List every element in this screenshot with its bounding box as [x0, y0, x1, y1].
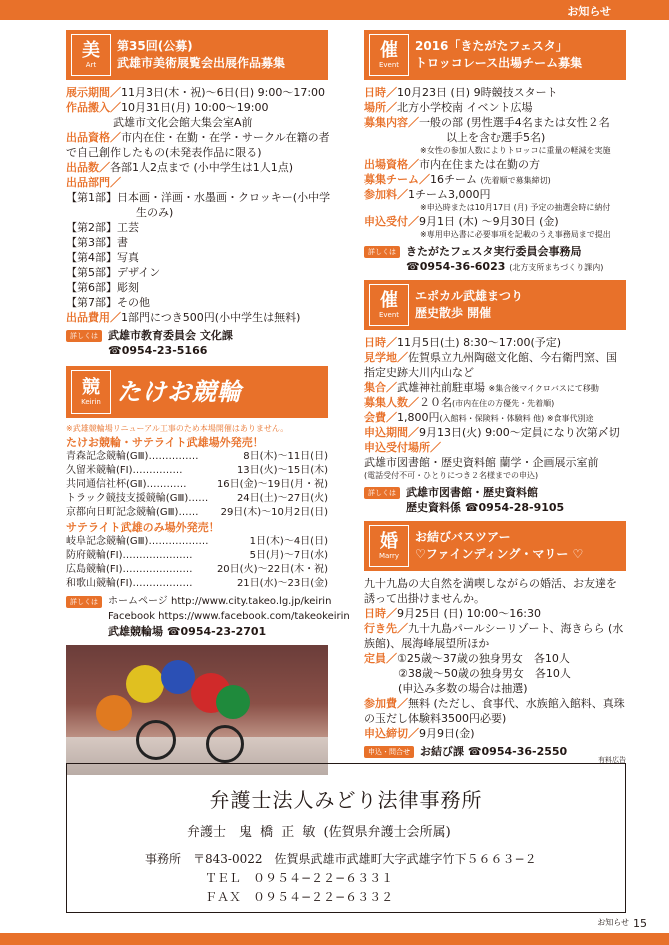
art-detail-tel[interactable]: ☎0954-23-5166 [108, 344, 208, 357]
history-detail-org: 武雄市図書館・歴史資料館 [406, 486, 538, 499]
art-qual-key: 出品資格／ [66, 131, 121, 144]
art-carry-value: 10月31日(月) 10:00〜19:00 [121, 101, 269, 114]
festa-fee-note: ※申込時または10月17日 (月) 予定の抽選会時に納付 [420, 203, 611, 212]
keirin-tag [71, 370, 111, 414]
history-tag-kanji: 催 [380, 289, 398, 311]
art-header [66, 30, 328, 80]
race-row: 久留米競輪(FⅠ)…………… 13日(火)〜15日(木) [66, 465, 328, 476]
festa-qual-value: 市内在住または在勤の方 [419, 158, 540, 171]
marry-intro-1: 九十九島の大自然を満喫しながらの婚活、お友達を [364, 577, 617, 590]
history-period-key: 申込期間／ [364, 426, 419, 439]
art-dept-item: 【第3部】書 [66, 236, 128, 249]
history-detail [364, 485, 626, 515]
marry-detail-badge: 申込・問合せ [364, 746, 414, 758]
festa-team-note: (先着順で募集締切) [480, 176, 551, 185]
top-banner [0, 0, 669, 20]
festa-header [364, 30, 626, 80]
festa-title-2: トロッコレース出場チーム募集 [415, 56, 583, 70]
marry-cap-value: ①25歳〜37歳の独身男女 各10人 [397, 652, 570, 665]
marry-fee-value-2: の玉だし体験料3500円必要) [364, 712, 507, 725]
festa-apply-key: 申込受付／ [364, 215, 419, 228]
section-label: お知らせ [567, 5, 611, 18]
art-dept-item: 【第6部】彫刻 [66, 281, 139, 294]
history-meet-key: 集合／ [364, 381, 397, 394]
marry-date-key: 日時／ [364, 607, 397, 620]
ad-address: 〒843-0022 佐賀県武雄市武雄町大字武雄字竹下５６６３−２ [193, 852, 537, 866]
art-count-key: 出品数／ [66, 161, 110, 174]
festa-detail-tel-note: (北方支所まちづくり課内) [509, 263, 604, 272]
history-num-value: ２０名 [419, 396, 452, 409]
marry-dest-key: 行き先／ [364, 622, 408, 635]
keirin-homepage-link[interactable]: ホームページ http://www.city.takeo.lg.jp/keirin [108, 596, 332, 607]
marry-cap-key: 定員／ [364, 652, 397, 665]
history-date-key: 日時／ [364, 336, 397, 349]
festa-apply-value: 9月1日 (木) 〜9月30日 (金) [419, 215, 559, 228]
ad-note: 有料広告 [598, 756, 626, 764]
festa-title-1: 2016「きたがたフェスタ」 [415, 38, 568, 53]
history-place-note: (電話受付不可・ひとりにつき２名様までの申込) [364, 471, 539, 480]
history-visit-key: 見学地／ [364, 351, 408, 364]
marry-tag-kanji: 婚 [380, 530, 398, 552]
race-row: 和歌山競輪(FⅠ)……………… 21日(水)〜23日(金) [66, 578, 328, 589]
race-row: 防府競輪(FⅠ)………………… 5日(月)〜7日(水) [66, 550, 328, 561]
marry-dest-value-2: 族館)、展海峰展望所ほか [364, 637, 490, 650]
keirin-race-photo [66, 645, 328, 775]
art-tag-kanji: 美 [82, 39, 100, 61]
festa-date-value: 10月23日 (日) 9時競技スタート [397, 86, 558, 99]
keirin-sub-1: たけお競輪・サテライト武雄場外発売！ [66, 436, 264, 449]
art-dept-item: 生のみ) [136, 206, 174, 219]
history-fee-note: (入館料・保険料・体験料 他) ※食事代別途 [439, 414, 594, 423]
history-meet-value: 武雄神社前駐車場 [397, 381, 485, 394]
festa-tag-kanji: 催 [380, 39, 398, 61]
history-visit-value: 佐賀県立九州陶磁文化館、今右衛門窯、国 [408, 351, 617, 364]
history-tag-eng: Event [378, 310, 400, 319]
ad-lawyer: 弁護士 鬼 橋 正 敏 (佐賀県弁護士会所属) [187, 825, 451, 840]
ad-title: 弁護士法人みどり法律事務所 [209, 788, 483, 812]
marry-title-2: ♡ファインディング・マリー ♡ [415, 547, 584, 561]
race-row: 広島競輪(FⅠ)………………… 20日(火)〜22日(木・祝) [66, 564, 328, 575]
festa-fee-value: 1チーム3,000円 [408, 188, 491, 201]
festa-team-key: 募集チーム／ [364, 173, 430, 186]
art-qual-value: 市内在住・在勤・在学・サークル在籍の者 [121, 131, 330, 144]
marry-detail-org[interactable]: お結び課 ☎0954-36-2550 [420, 745, 568, 758]
festa-req-key: 募集内容／ [364, 116, 419, 129]
art-dept-item: 【第7部】その他 [66, 296, 150, 309]
history-num-key: 募集人数／ [364, 396, 419, 409]
marry-intro-2: 誘って出掛けませんか。 [364, 592, 485, 605]
keirin-detail [66, 594, 350, 639]
history-period-value: 9月13日(火) 9:00〜定員になり次第〆切 [419, 426, 620, 439]
art-carry-key: 作品搬入／ [66, 101, 121, 114]
race-row: トラック競技支援競輪(GⅢ)…… 24日(土)〜27日(火) [66, 493, 328, 504]
art-dept-key: 出品部門／ [66, 176, 121, 189]
marry-deadline-key: 申込締切／ [364, 727, 419, 740]
keirin-tag-eng: Keirin [81, 397, 101, 406]
law-office-ad [66, 763, 626, 913]
marry-tag [369, 525, 409, 567]
race-row: 青森記念競輪(GⅢ)…………… 8日(木)〜11日(日) [66, 451, 328, 462]
marry-cap-value-2: ②38歳〜50歳の独身男女 各10人 [398, 667, 571, 680]
festa-detail-org: きたがたフェスタ実行委員会事務局 [406, 245, 582, 258]
race-row: 共同通信社杯(GⅡ)………… 16日(金)〜19日(月・祝) [66, 479, 328, 490]
bottom-banner [0, 933, 669, 945]
festa-date-key: 日時／ [364, 86, 397, 99]
art-dept-item: 【第2部】工芸 [66, 221, 139, 234]
history-visit-value-2: 指定史跡大川内山など [364, 366, 474, 379]
history-fee-key: 会費／ [364, 411, 397, 424]
keirin-race-list-1 [66, 450, 328, 520]
race-row: 京都向日町記念競輪(GⅢ)…… 29日(木)〜10月2日(日) [66, 507, 328, 518]
history-title-1: エポカル武雄まつり [415, 288, 524, 303]
ad-tel: ＴＥＬ ０９５４−２２−６３３１ [205, 871, 394, 885]
festa-apply-note: ※専用申込書に必要事項を記載のうえ事務局まで提出 [420, 230, 611, 239]
art-detail-badge: 詳しくは [66, 330, 102, 342]
art-qual-value-2: で自己創作したもの(未発表作品に限る) [66, 146, 262, 159]
keirin-race-list-2 [66, 535, 328, 591]
art-period-value: 11月3日(木・祝)〜6日(日) 9:00〜17:00 [121, 86, 326, 99]
marry-header [364, 521, 626, 571]
keirin-title: たけお競輪 [117, 377, 242, 406]
marry-date-value: 9月25日 (日) 10:00〜16:30 [397, 607, 541, 620]
art-dept-item: 【第5部】デザイン [66, 266, 161, 279]
marry-detail [364, 744, 626, 759]
festa-req-value: 一般の部 (男性選手4名または女性２名 [419, 116, 610, 129]
festa-detail [364, 244, 626, 274]
art-detail-org: 武雄市教育委員会 文化課 [108, 329, 233, 342]
keirin-detail-badge: 詳しくは [66, 596, 102, 608]
ad-office [145, 850, 537, 907]
marry-fee-key: 参加費／ [364, 697, 408, 710]
keirin-tag-kanji: 競 [82, 376, 100, 398]
festa-fee-key: 参加料／ [364, 188, 408, 201]
ad-fax: ＦＡＸ ０９５４−２２−６３３２ [205, 890, 394, 904]
festa-qual-key: 出場資格／ [364, 158, 419, 171]
marry-deadline-value: 9月9日(金) [419, 727, 475, 740]
art-dept-item: 【第4部】写真 [66, 251, 139, 264]
marry-fee-value: 無料 (ただし、食事代、水族館入館料、真珠 [408, 697, 625, 710]
history-place-value: 武雄市図書館・歴史資料館 蘭学・企画展示室前 [364, 456, 599, 469]
festa-detail-badge: 詳しくは [364, 246, 400, 258]
history-num-note: (市内在住の方優先・先着順) [452, 399, 555, 408]
art-title-2: 武雄市美術展覧会出展作品募集 [117, 56, 286, 70]
footer-label: お知らせ [597, 918, 629, 927]
history-header [364, 280, 626, 330]
ad-office-label: 事務所 [145, 852, 182, 866]
history-meet-note: ※集合後マイクロバスにて移動 [488, 384, 599, 393]
history-fee-value: 1,800円 [397, 411, 440, 424]
art-period-key: 展示期間／ [66, 86, 121, 99]
festa-req-note: ※女性の参加人数によりトロッコに重量の軽減を実施 [420, 146, 611, 155]
keirin-note: ※武雄競輪場リニューアル工事のため本場開催はありません。 [66, 424, 289, 433]
art-dept-item: 【第1部】日本画・洋画・水墨画・クロッキー(小中学 [66, 191, 331, 204]
keirin-venue: 武雄競輪場 ☎0954-23-2701 [108, 625, 267, 638]
history-tag [369, 284, 409, 326]
right-column [364, 30, 626, 759]
festa-tag [369, 34, 409, 76]
festa-req-value-2: 以上を含む選手5名) [446, 131, 546, 144]
history-detail-tel[interactable]: 歴史資料係 ☎0954-28-9105 [406, 501, 565, 514]
art-carry-value-2: 武雄市文化会館大集会室A前 [113, 116, 253, 129]
art-count-value: 各部1人2点まで (小中学生は1人1点) [110, 161, 294, 174]
marry-dest-value: 九十九島パールシーリゾート、海きらら (水 [408, 622, 624, 635]
history-place-key: 申込受付場所／ [364, 441, 441, 454]
history-detail-badge: 詳しくは [364, 487, 400, 499]
festa-team-value: 16チーム [430, 173, 477, 186]
marry-cap-value-3: (申込み多数の場合は抽選) [398, 682, 528, 695]
art-fee-key: 出品費用／ [66, 311, 121, 324]
race-row: 岐阜記念競輪(GⅢ)……………… 1日(木)〜4日(日) [66, 536, 328, 547]
festa-place-value: 北方小学校南 イベント広場 [397, 101, 533, 114]
art-title-1: 第35回(公募) [117, 38, 193, 53]
art-detail [66, 328, 328, 358]
art-tag-eng: Art [85, 60, 97, 69]
keirin-sub-2: サテライト武雄のみ場外発売！ [66, 521, 220, 534]
left-column [66, 30, 350, 775]
page-number: 15 [633, 917, 647, 930]
history-date-value: 11月5日(土) 8:30〜17:00(予定) [397, 336, 562, 349]
keirin-header [66, 366, 328, 418]
keirin-facebook-link[interactable]: Facebook https://www.facebook.com/takeokeirin [108, 611, 350, 622]
history-title-2: 歴史散歩 開催 [415, 306, 492, 320]
art-tag [71, 34, 111, 76]
festa-place-key: 場所／ [364, 101, 397, 114]
art-fee-value: 1部門につき500円(小中学生は無料) [121, 311, 301, 324]
festa-detail-tel[interactable]: ☎0954-36-6023 [406, 260, 506, 273]
marry-title-1: お結びバスツアー [415, 529, 511, 544]
festa-tag-eng: Event [378, 60, 400, 69]
marry-tag-eng: Marry [378, 551, 400, 560]
